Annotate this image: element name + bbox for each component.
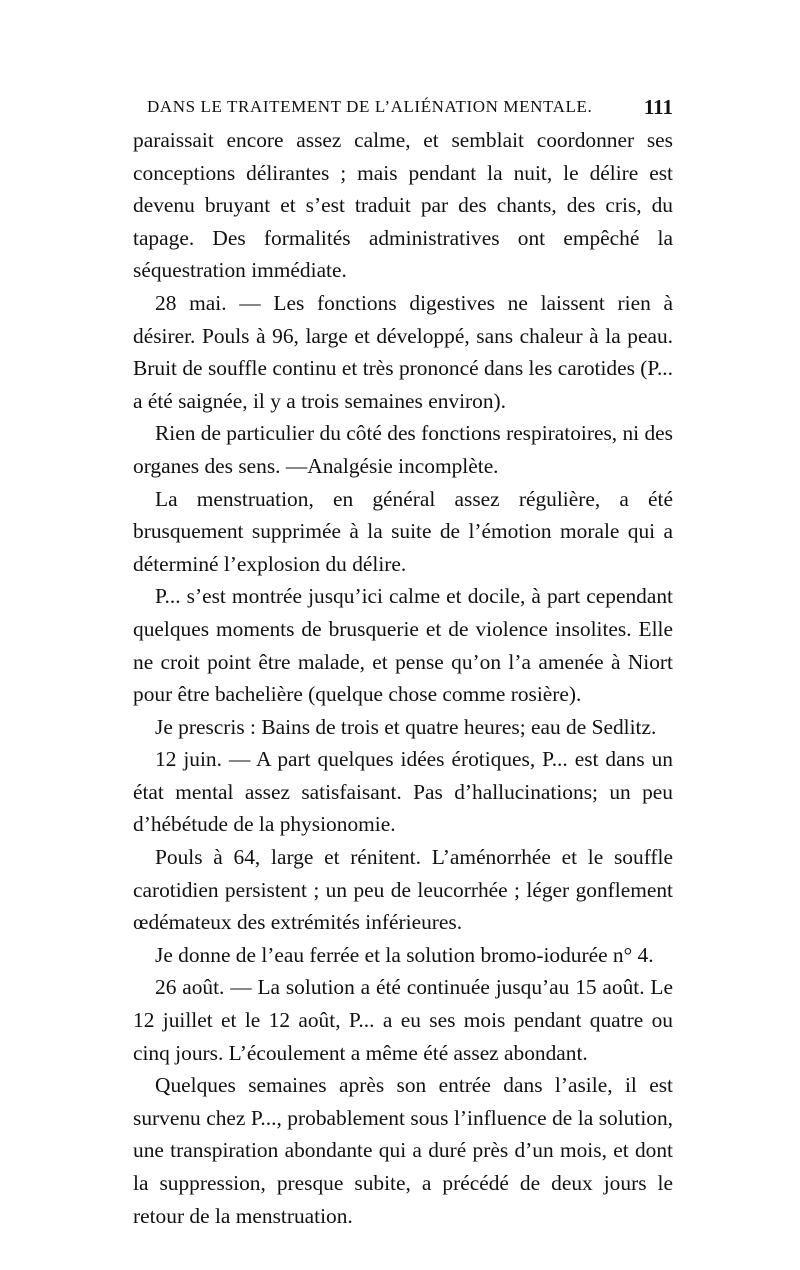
paragraph-behavior: P... s’est montrée jusqu’ici calme et docile, à part cependant quelques moments de brusquerie et de violence insolites. Elle ne croit point être malade, et pense qu’on l’a amenée à Niort pour être bachelière (quelque chose comme rosière). bbox=[133, 584, 673, 707]
paragraph-continuation: paraissait encore assez calme, et semblait coordonner ses conceptions délirantes ; mais pendant la nuit, le délire est devenu bruyant et s’est traduit par des chants, des cris, du tapage. Des formalités administratives ont empêché la séquestration immédiate. bbox=[133, 128, 673, 283]
running-title: DANS LE TRAITEMENT DE L’ALIÉNATION MENTALE. bbox=[147, 97, 593, 116]
page-number: 111 bbox=[643, 95, 673, 119]
paragraph-menstruation: La menstruation, en général assez régulière, a été brusquement supprimée à la suite de l’émotion morale qui a déterminé l’explosion du délire. bbox=[133, 486, 673, 576]
page-header bbox=[133, 93, 673, 121]
paragraph-28-mai: 28 mai. — Les fonctions digestives ne laissent rien à désirer. Pouls à 96, large et développé, sans chaleur à la peau. Bruit de souffle continu et très prononcé dans les carotides (P... a été saignée, il y a trois semaines environ). bbox=[133, 290, 673, 413]
paragraph-prescription: Je prescris : Bains de trois et quatre heures; eau de Sedlitz. bbox=[155, 714, 657, 739]
paragraph-pulse: Pouls à 64, large et rénitent. L’aménorrhée et le souffle carotidien persistent ; un peu de leucorrhée ; léger gonflement œdémateux des extrémités inférieures. bbox=[133, 845, 673, 935]
body-text bbox=[133, 124, 673, 1232]
paragraph-26-aout: 26 août. — La solution a été continuée jusqu’au 15 août. Le 12 juillet et le 12 août, P... a eu ses mois pendant quatre ou cinq jours. L’écoulement a même été assez abondant. bbox=[133, 975, 673, 1065]
paragraph-12-juin: 12 juin. — A part quelques idées érotiques, P... est dans un état mental assez satisfaisant. Pas d’hallucinations; un peu d’hébétude de la physionomie. bbox=[133, 747, 673, 837]
paragraph-respiratory: Rien de particulier du côté des fonctions respiratoires, ni des organes des sens. —Analgésie incomplète. bbox=[133, 421, 673, 478]
paragraph-transpiration: Quelques semaines après son entrée dans l’asile, il est survenu chez P..., probablement sous l’influence de la solution, une transpiration abondante qui a duré près d’un mois, et dont la suppression, presque subite, a précédé de deux jours le retour de la menstruation. bbox=[133, 1073, 673, 1228]
paragraph-treatment: Je donne de l’eau ferrée et la solution bromo-iodurée n° 4. bbox=[155, 942, 654, 967]
